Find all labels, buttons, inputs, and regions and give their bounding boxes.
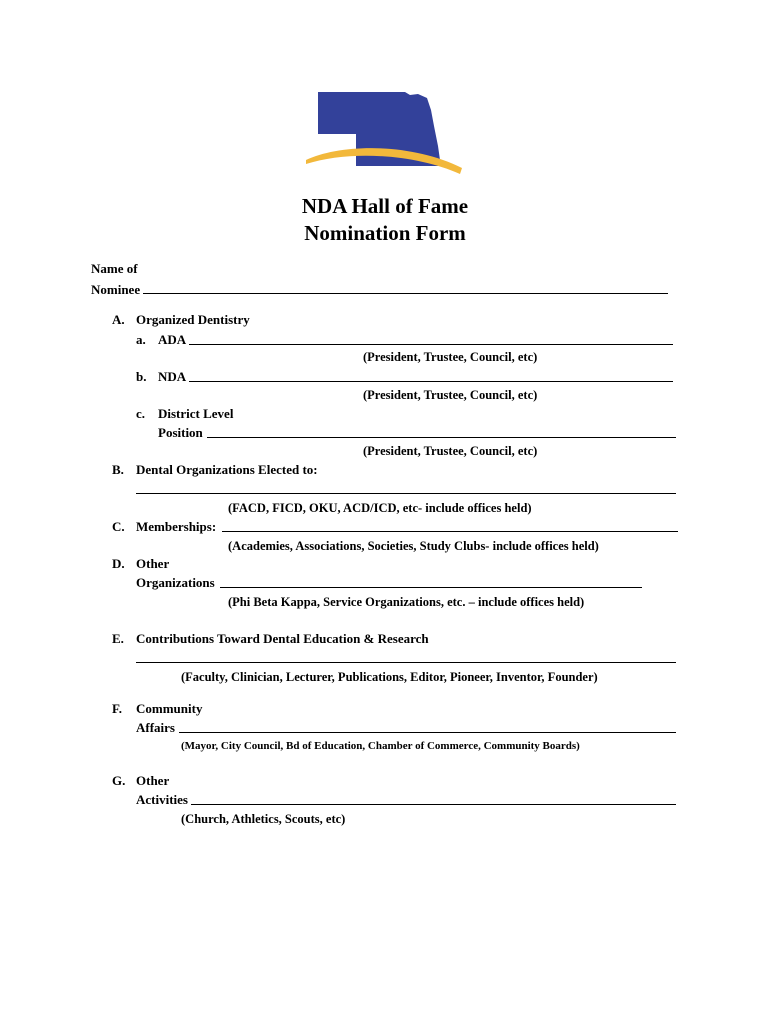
ada-input-line[interactable] [189,344,673,345]
other-orgs-label-line2: Organizations [136,575,215,590]
district-hint: (President, Trustee, Council, etc) [363,444,538,458]
section-f-letter: F. [112,701,122,716]
community-hint: (Mayor, City Council, Bd of Education, Chamber of Commerce, Community Boards) [181,740,580,752]
nominee-label-line2: Nominee [91,282,141,297]
section-a-a-letter: a. [136,332,146,347]
dental-orgs-input-line[interactable] [136,493,676,494]
nda-hint: (President, Trustee, Council, etc) [363,388,538,402]
nda-input-line[interactable] [189,381,673,382]
section-c-label: Memberships: [136,519,217,534]
memberships-input-line[interactable] [222,531,678,532]
contributions-input-line[interactable] [136,662,676,663]
section-g-letter: G. [112,773,126,788]
form-title-line1: NDA Hall of Fame [301,194,469,218]
section-a-b-label: NDA [158,369,187,384]
other-activities-input-line[interactable] [191,804,676,805]
other-activities-label-line1: Other [136,773,170,788]
district-level-label-line2: Position [158,425,203,440]
memberships-hint: (Academies, Associations, Societies, Study Clubs- include offices held) [228,539,599,553]
section-a-a-label: ADA [158,332,187,347]
section-c-letter: C. [112,519,125,534]
other-orgs-label-line1: Other [136,556,170,571]
section-a-label: Organized Dentistry [136,312,250,327]
dental-orgs-hint: (FACD, FICD, OKU, ACD/ICD, etc- include offices held) [228,501,532,515]
section-a-c-letter: c. [136,406,146,421]
other-orgs-hint: (Phi Beta Kappa, Service Organizations, etc. – include offices held) [228,595,585,609]
district-position-input-line[interactable] [207,437,676,438]
community-label-line2: Affairs [136,720,175,735]
other-orgs-input-line[interactable] [220,587,642,588]
contributions-hint: (Faculty, Clinician, Lecturer, Publications, Editor, Pioneer, Inventor, Founder) [181,670,598,684]
nominee-label-line1: Name of [91,261,138,276]
section-b-label: Dental Organizations Elected to: [136,462,318,477]
community-label-line1: Community [136,701,203,716]
section-a-letter: A. [112,312,125,327]
other-activities-hint: (Church, Athletics, Scouts, etc) [181,812,346,826]
section-d-letter: D. [112,556,125,571]
community-input-line[interactable] [179,732,676,733]
section-a-b-letter: b. [136,369,147,384]
nebraska-state-logo [300,88,470,178]
nominee-input-line[interactable] [143,293,668,294]
section-b-letter: B. [112,462,124,477]
ada-hint: (President, Trustee, Council, etc) [363,350,538,364]
section-e-letter: E. [112,631,124,646]
district-level-label-line1: District Level [158,406,234,421]
other-activities-label-line2: Activities [136,792,188,807]
section-e-label: Contributions Toward Dental Education & Research [136,631,429,646]
form-title-line2: Nomination Form [304,221,466,245]
